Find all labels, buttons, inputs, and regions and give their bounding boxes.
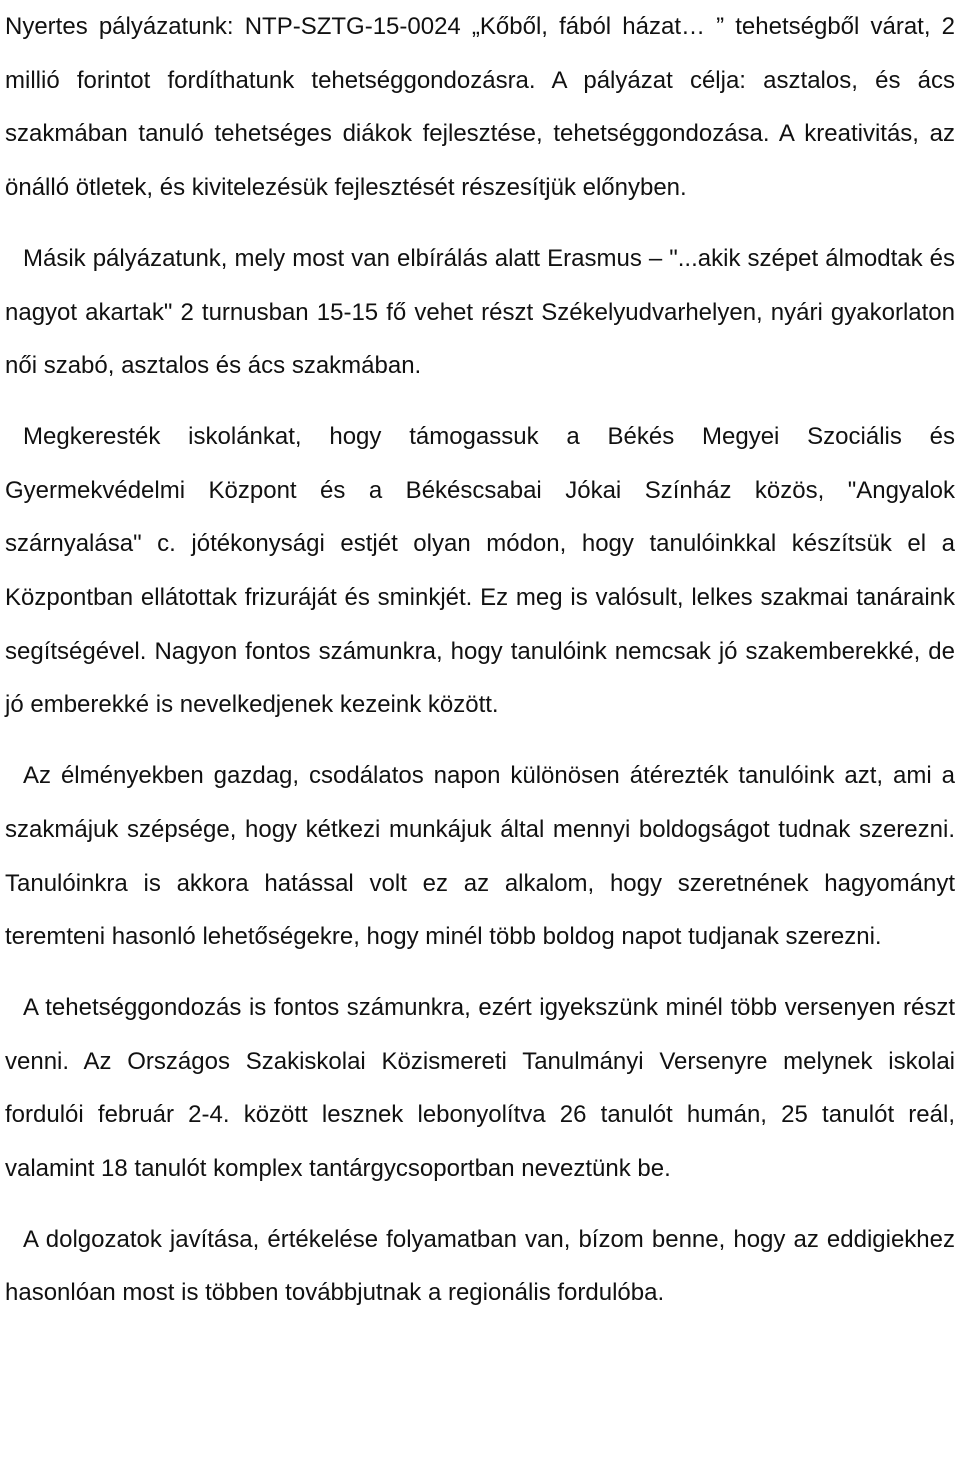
document-page (5, 0, 955, 1320)
paragraph-evaluation: A dolgozatok javítása, értékelése folyamatban van, bízom benne, hogy az eddigiekhez hasonlóan most is többen továbbjutnak a regionális fordulóba. (5, 1225, 955, 1307)
paragraph-grant-erasmus: Másik pályázatunk, mely most van elbírálás alatt Erasmus – "...akik szépet álmodtak és nagyot akartak" 2 turnusban 15-15 fő vehet részt Székelyudvarhelyen, nyári gyakorlaton női szabó, asztalos és ács szakmában. (5, 244, 955, 380)
paragraph-talent-competition: A tehetséggondozás is fontos számunkra, ezért igyekszünk minél több versenyen részt venni. Az Országos Szakiskolai Közismereti Tanulmányi Versenyre melynek iskolai fordulói február 2-4. között lesznek lebonyolítva 26 tanulót humán, 25 tanulót reál, valamint 18 tanulót komplex tantárgycsoportban neveztünk be. (5, 993, 955, 1183)
paragraph-angels-event: Megkeresték iskolánkat, hogy támogassuk a Békés Megyei Szociális és Gyermekvédelmi Központ és a Békéscsabai Jókai Színház közös, "Angyalok szárnyalása" c. jótékonysági estjét olyan módon, hogy tanulóinkkal készítsük el a Központban ellátottak frizuráját és sminkjét. Ez meg is valósult, lelkes szakmai tanáraink segítségével. Nagyon fontos számunkra, hogy tanulóink nemcsak jó szakemberekké, de jó emberekké is nevelkedjenek kezeink között. (5, 422, 955, 719)
paragraph-experience: Az élményekben gazdag, csodálatos napon különösen átérezték tanulóink azt, ami a szakmájuk szépsége, hogy kétkezi munkájuk által mennyi boldogságot tudnak szerezni. Tanulóinkra is akkora hatással volt ez az alkalom, hogy szeretnének hagyományt teremteni hasonló lehetőségekre, hogy minél több boldog napot tudjanak szerezni. (5, 762, 955, 951)
paragraph-grant-ntp: Nyertes pályázatunk: NTP-SZTG-15-0024 „Kőből, fából házat… ” tehetségből várat, 2 millió forintot fordíthatunk tehetséggondozásra. A pályázat célja: asztalos, és ács szakmában tanuló tehetséges diákok fejlesztése, tehetséggondozása. A kreativitás, az önálló ötletek, és kivitelezésük fejlesztését részesítjük előnyben. (5, 13, 955, 202)
